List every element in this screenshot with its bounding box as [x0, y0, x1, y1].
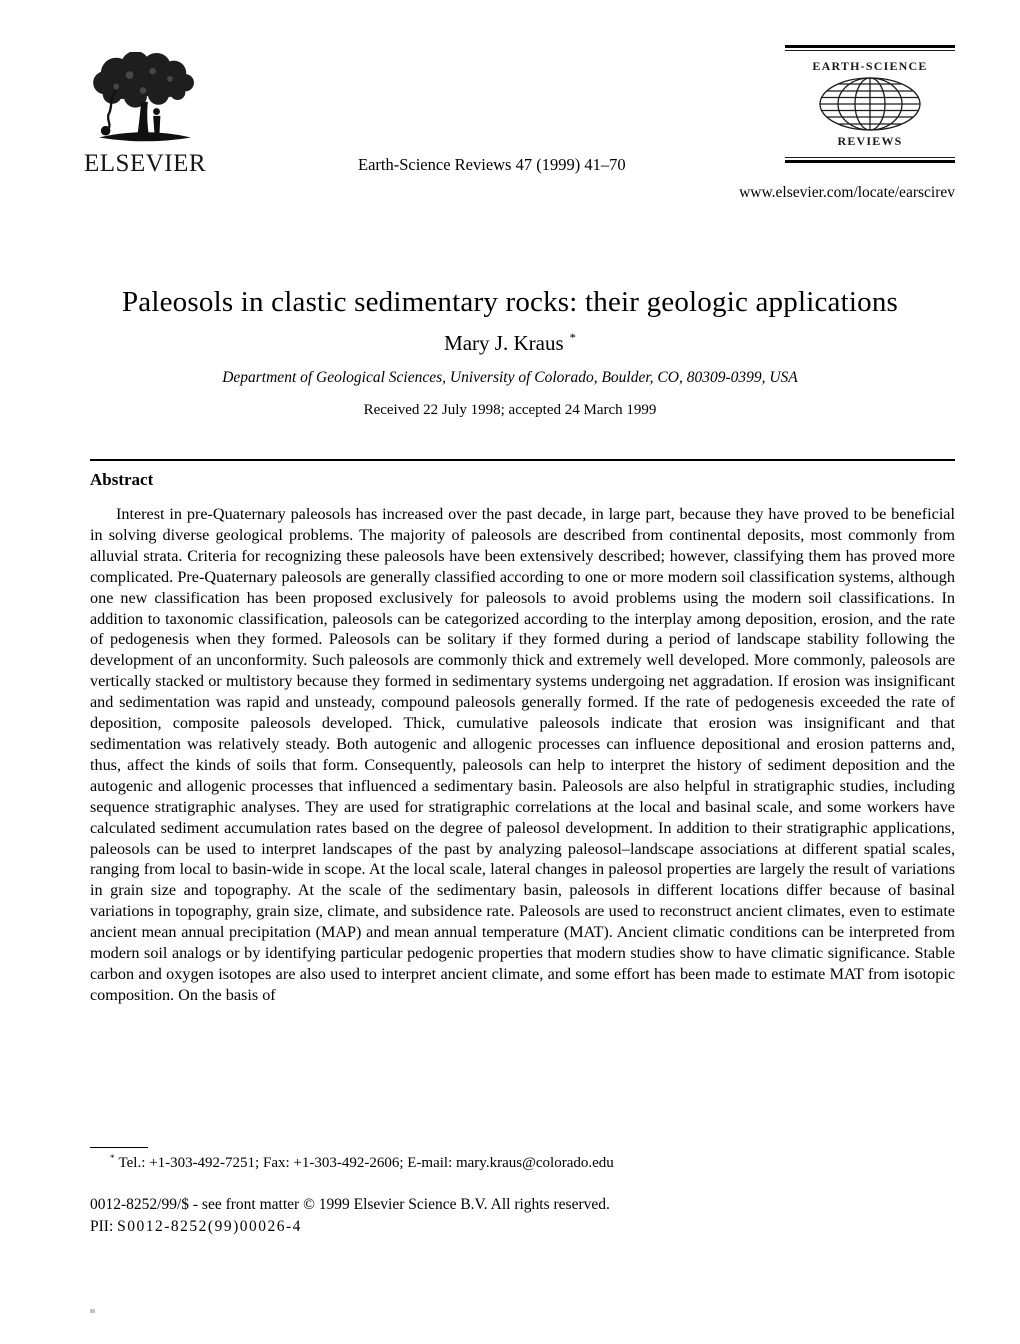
pii-line	[90, 1218, 302, 1236]
author-affiliation: Department of Geological Sciences, University of Colorado, Boulder, CO, 80309-0399, USA	[222, 369, 798, 386]
received-accepted-line: Received 22 July 1998; accepted 24 March 1999	[363, 402, 657, 418]
journal-website-url: www.elsevier.com/locate/earscirev	[739, 184, 955, 201]
badge-top-rule	[785, 45, 955, 48]
elsevier-wordmark: ELSEVIER	[84, 150, 207, 177]
journal-badge	[785, 45, 955, 163]
badge-subtitle: REVIEWS	[837, 134, 903, 148]
author-name: Mary J. Kraus	[444, 331, 564, 355]
copyright-line: 0012-8252/99/$ - see front matter © 1999 Elsevier Science B.V. All rights reserved.	[90, 1196, 610, 1213]
abstract-divider-rule	[90, 459, 955, 461]
elsevier-tree-icon	[84, 52, 206, 148]
abstract-text: Interest in pre-Quaternary paleosols has increased over the past decade, in large part, because they have proved to be beneficial in solving diverse geological problems. The majority of paleosols are described from continental deposits, most commonly from alluvial strata. Criteria for recognizing these paleosols have been extensively described; however, classifying them has proved more complicated. Pre-Quaternary paleosols are generally classified according to one or more modern soil classification systems, although one new classification has been proposed exclusively for paleosols to avoid problems using the modern soil classifications. In addition to taxonomic classification, paleosols can be categorized according to the interplay among deposition, erosion, and the rate of pedogenesis when they formed. Paleosols can be solitary if they formed during a period of landscape stability following the development of an unconformity. Such paleosols are commonly thick and extremely well developed. More commonly, paleosols are vertically stacked or multistory because they formed in sedimentary systems undergoing net aggradation. If erosion was insignificant and sedimentation was rapid and unsteady, compound paleosols generally formed. If the rate of pedogenesis exceeded the rate of deposition, composite paleosols developed. Thick, cumulative paleosols indicate that erosion was insignificant and that sedimentation was relatively steady. Both autogenic and allogenic processes can influence depositional and erosion patterns and, thus, affect the kinds of soils that form. Consequently, paleosols can help to interpret the history of sediment deposition and the autogenic and allogenic processes that influenced a sedimentary basin. Paleosols are also helpful in stratigraphic studies, including sequence stratigraphic analyses. They are used for stratigraphic correlations at the local and basinal scale, and some workers have calculated sediment accumulation rates based on the degree of paleosol development. In addition to their stratigraphic applications, paleosols can be used to interpret landscapes of the past by analyzing paleosol–landscape associations at different spatial scales, ranging from local to basin-wide in scope. At the local scale, lateral changes in paleosol properties are largely the result of variations in grain size and topography. At the scale of the sedimentary basin, paleosols in different locations differ because of basinal variations in topography, grain size, climate, and subsidence rate. Paleosols are used to reconstruct ancient climates, even to estimate ancient mean annual precipitation (MAP) and mean annual temperature (MAT). Ancient climatic conditions can be interpreted from modern soil analogs or by identifying particular pedogenic properties that modern studies show to have climatic significance. Stable carbon and oxygen isotopes are also used to interpret ancient climate, and some effort has been made to estimate MAT from isotopic composition. On the basis of	[90, 505, 955, 1004]
contact-info: Tel.: +1-303-492-7251; Fax: +1-303-492-2606; E-mail: mary.kraus@colorado.edu	[118, 1155, 614, 1171]
badge-bottom-rule	[785, 160, 955, 163]
footnote-separator-rule	[90, 1147, 148, 1148]
badge-top-inner-rule	[785, 50, 955, 51]
author-line	[78, 331, 942, 356]
badge-bottom-inner-rule	[785, 157, 955, 158]
pii-label: PII:	[90, 1218, 114, 1235]
pii-code: S0012-8252(99)00026-4	[117, 1218, 302, 1235]
scan-artifact-mark	[90, 1309, 95, 1313]
globe-icon	[785, 76, 955, 132]
contact-footnote	[90, 1153, 955, 1172]
abstract-heading: Abstract	[90, 470, 154, 489]
author-footnote-mark: *	[569, 331, 576, 345]
footnote-mark: *	[110, 1153, 115, 1163]
journal-citation: Earth-Science Reviews 47 (1999) 41–70	[358, 155, 626, 174]
article-title: Paleosols in clastic sedimentary rocks: their geologic applications	[121, 286, 899, 319]
elsevier-logo	[84, 52, 206, 178]
badge-title: EARTH-SCIENCE	[812, 59, 928, 73]
